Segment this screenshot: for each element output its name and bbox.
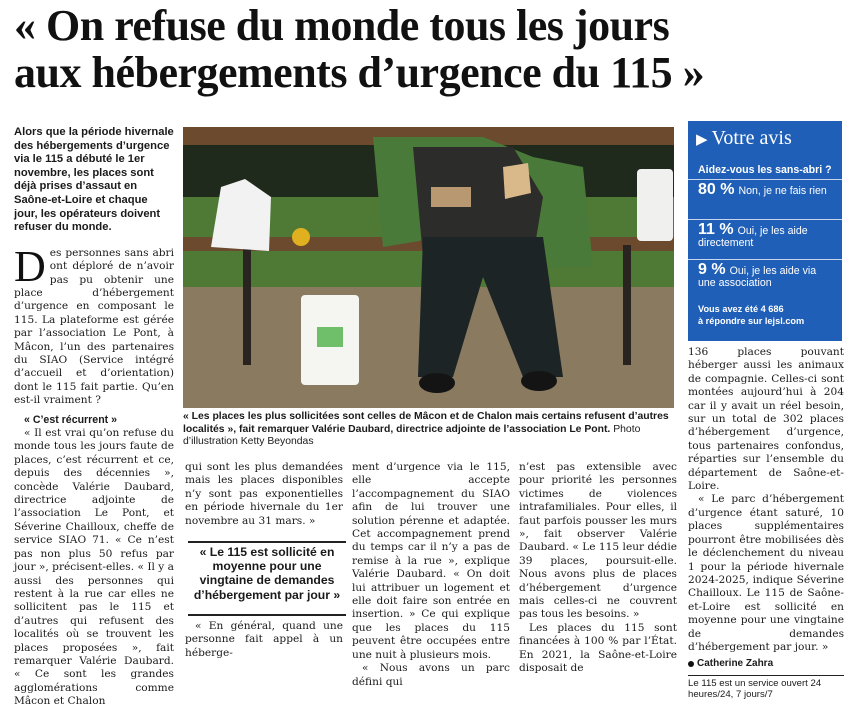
poll-footer [698, 303, 804, 327]
body-paragraph: « Nous avons un parc défini qui [352, 662, 510, 688]
body-paragraph: qui sont les plus demandées mais les places disponibles n’y sont pas exponentielles en période hivernale du 1er novembre au 31 mars. » [185, 461, 343, 527]
body-paragraph: 136 places pouvant héberger aussi les animaux de compagnie. Celles-ci sont montées aujourd’hui à 204 car il y avait un réel besoin, sur un total de 302 places d’hébergement d’urgence, tous partenaires confondus, réparties sur l’ensemble du département de Saône-et-Loire. [688, 346, 844, 493]
body-paragraph [14, 241, 174, 408]
column-2-continued [185, 620, 343, 660]
author-name: Catherine Zahra [697, 658, 774, 670]
pull-quote: « Le 115 est sollicité en moyenne pour une vingtaine de demandes d’hébergement par jour » [188, 541, 346, 602]
poll-link[interactable]: à répondre sur lejsl.com [698, 316, 805, 326]
poll-answer [688, 219, 842, 261]
body-paragraph: Les places du 115 sont financées à 100 % par l’État. En 2021, la Saône-et-Loire disposait de [519, 621, 677, 675]
homeless-person-illustration [183, 127, 674, 408]
poll-title [696, 127, 792, 150]
headline [14, 2, 850, 96]
body-paragraph: ment d’urgence via le 115, elle accepte l’accompagnement du SIAO afin de lui trouver une solution pérenne et adaptée. Cet accompagnement prend du temps car il n’y a pas de remise à la rue », explique Valérie Daubard. « On doit lui attribuer un logement et elle doit faire son entrée en insertion. » Ce qui explique que les places du 115 peuvent être occupées entre une nuit à plusieurs mois. [352, 461, 510, 661]
poll-question: Aidez-vous les sans-abri ? [698, 164, 832, 176]
headline-line-2: aux hébergements d’urgence du 115 » [14, 48, 705, 97]
column-3 [352, 461, 510, 689]
column-5 [688, 346, 844, 701]
article-photo [183, 127, 674, 408]
body-text: es personnes sans abri ont déploré de n’avoir pas pu obtenir une place d’hébergement d’urgence en composant le 115. La plateforme est gérée par l’association Le Pont, à Mâcon, l’un des partenaires du SIAO (Service intégré d’accueil et d’orientation) dont le 115 fait partie. Qu’en est-il vraiment ? [14, 246, 174, 407]
play-arrow-icon: ▶ [696, 132, 708, 148]
reader-poll [688, 121, 842, 341]
poll-answer-label: Oui, je les aide via une association [698, 265, 817, 289]
subheading: « C’est récurrent » [24, 413, 118, 426]
poll-title-text: Votre avis [711, 127, 792, 149]
drop-cap: D [14, 241, 46, 291]
body-paragraph: « Il est vrai qu’on refuse du monde tous les jours faute de places, c’est récurrent et ce, depuis des décennies », concède Valérie Daubard, directrice adjointe de l’association Le Pont, et Séverine Chailloux, cheffe de service SIAO 71. « Ce n’est pas non plus 50 refus par jour », précisent-elles. « Il y a aussi des personnes qui restent à la rue car elles ne sollicitent pas le 115 et d’autres qui refusent des localités où se trouvent les places proposées », fait remarquer Valérie Daubard. « Ce sont les grandes agglomérations comme Mâcon et Chalon [14, 427, 174, 708]
body-paragraph: « Le parc d’hébergement d’urgence étant saturé, 10 places supplémentaires pourront être mobilisées dès le déclenchement du niveau 1 pour la période hivernale 2024-2025, indique Séverine Chailloux. Le 115 de Saône-et-Loire est sollicité en moyenne pour une vingtaine de demandes d’hébergement par jour. » [688, 493, 844, 653]
column-4 [519, 461, 677, 676]
poll-percentage: 11 % [698, 221, 734, 238]
column-1 [14, 126, 174, 709]
side-note: Le 115 est un service ouvert 24 heures/24, 7 jours/7 [688, 675, 844, 701]
body-paragraph: n’est pas extensible avec pour priorité les personnes victimes de violences intrafamiliales. Pour elles, il faut parfois pousser les murs », fait observer Valérie Daubard. « Le 115 leur dédie 39 places, poursuit-elle. Nous avons plus de places d’hébergement d’urgence mais celles-ci ne couvrent pas tous les besoins. » [519, 461, 677, 621]
bullet-icon [688, 661, 694, 667]
poll-answer-label: Non, je ne fais rien [738, 185, 827, 197]
poll-answer [688, 259, 842, 301]
photo-credit: Photo d’illustration Ketty Beyondas [183, 423, 641, 448]
pull-quote-rule [188, 614, 346, 616]
poll-answer-label: Oui, je les aide directement [698, 225, 808, 249]
author-byline [688, 657, 844, 670]
column-2 [185, 461, 343, 528]
photo-caption [183, 411, 674, 449]
poll-percentage: 9 % [698, 261, 726, 278]
poll-percentage: 80 % [698, 181, 735, 198]
poll-answer [688, 179, 842, 221]
body-paragraph: « En général, quand une personne fait appel à un héberge- [185, 620, 343, 659]
caption-text: « Les places les plus sollicitées sont celles de Mâcon et de Chalon mais certains refusent d’autres localités », fait remarquer Valérie Daubard, directrice adjointe de l’association Le Pont. [183, 411, 669, 435]
lead-paragraph: Alors que la période hivernale des hébergements d’urgence via le 115 a débuté le 1er novembre, les places sont déjà prises d’assaut en Saône-et-Loire et chaque jour, les opérateurs doivent refuser du monde. [14, 126, 174, 234]
headline-line-1: « On refuse du monde tous les jours [14, 1, 670, 50]
poll-vote-count: Vous avez été 4 686 [698, 304, 784, 314]
